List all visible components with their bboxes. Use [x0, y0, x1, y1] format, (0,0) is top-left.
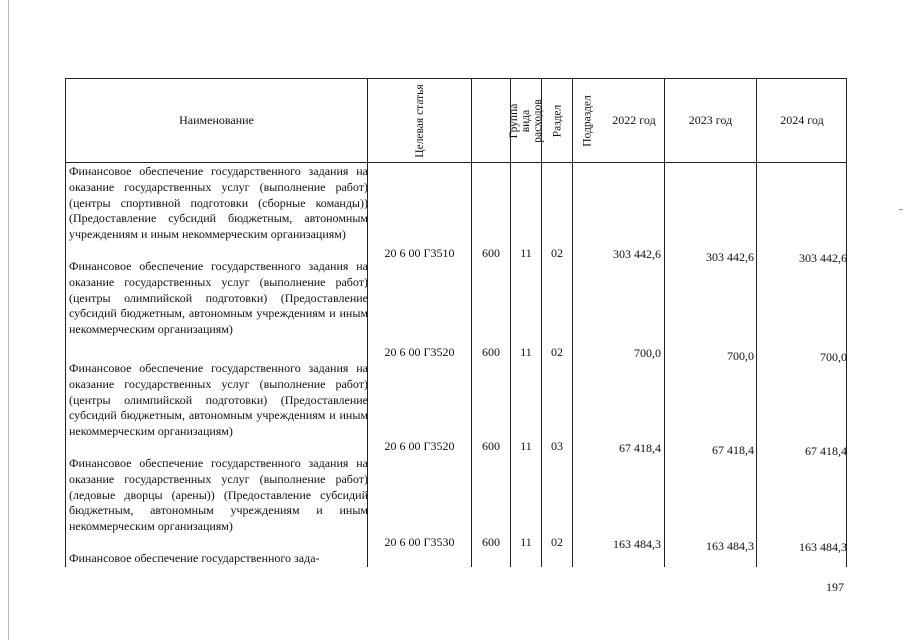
- row-name: Финансовое обеспечение государственного задания на оказание государственных услуг (выполнение работ) (ледовые дворцы (арены)) (Предоставление субсидий бюджетным, автономным учреждениям и иным некоммерческим организациям): [69, 456, 368, 534]
- row-2022: 67 418,4: [619, 441, 661, 455]
- budget-table: [65, 78, 847, 567]
- row-2023: 67 418,4: [712, 443, 754, 457]
- row-name: Финансовое обеспечение государственного задания на оказание государственных услуг (выполнение работ) (центры спортивной подготовки (сборные команды)) (Предоставление субсидий бюджетным, автономным учреждениям и иным некоммерческим организациям): [69, 164, 368, 242]
- header-section-label: Раздел: [551, 104, 563, 137]
- margin-tick: [899, 209, 903, 210]
- row-target: 20 6 00 Г3510: [384, 246, 455, 260]
- col-border: [471, 79, 472, 567]
- row-2024: 700,0: [820, 350, 847, 364]
- row-target: 20 6 00 Г3520: [384, 345, 455, 359]
- header-subsection-label: Подраздел: [582, 94, 594, 147]
- row-2024: 67 418,4: [805, 444, 847, 458]
- row-subsection: 03: [551, 439, 563, 453]
- header-2023: [665, 79, 756, 162]
- header-group-label: Группа вида расходов: [508, 98, 544, 143]
- row-target: 20 6 00 Г3530: [384, 535, 455, 549]
- row-section: 11: [520, 439, 532, 453]
- header-border: [66, 162, 846, 163]
- header-name-label: Наименование: [179, 113, 254, 127]
- header-2023-label: 2023 год: [688, 113, 733, 127]
- row-2022: 303 442,6: [613, 247, 661, 261]
- row-name: Финансовое обеспечение государственного задания на оказание государственных услуг (выполнение работ) (центры олимпийской подготовки) (Предоставление субсидий бюджетным, автономным учреждениям и иным некоммерческим организациям): [69, 361, 368, 439]
- header-group: [508, 79, 544, 162]
- row-2024: 163 484,3: [799, 540, 847, 554]
- header-2022: [604, 79, 664, 162]
- row-subsection: 02: [551, 246, 563, 260]
- header-target-label: Целевая статья: [413, 83, 426, 158]
- row-name: Финансовое обеспечение государственного задания на оказание государственных услуг (выполнение работ) (центры олимпийской подготовки) (Предоставление субсидий бюджетным, автономным учреждениям и иным некоммерческим организациям): [69, 259, 368, 337]
- row-2024: 303 442,6: [799, 251, 847, 265]
- row-2023: 303 442,6: [706, 250, 754, 264]
- header-2024-label: 2024 год: [780, 113, 824, 127]
- row-2023: 700,0: [727, 349, 754, 363]
- row-group: 600: [482, 345, 500, 359]
- header-name: [66, 79, 367, 162]
- row-section: 11: [520, 535, 532, 549]
- row-2023: 163 484,3: [706, 539, 754, 553]
- row-group: 600: [482, 246, 500, 260]
- row-section: 11: [520, 246, 532, 260]
- row-subsection: 02: [551, 535, 563, 549]
- page-number: 197: [826, 580, 844, 594]
- header-2022-label: 2022 год: [612, 113, 656, 127]
- header-target: [368, 79, 471, 162]
- left-margin-line: [8, 0, 9, 640]
- header-section: [542, 79, 572, 162]
- row-subsection: 02: [551, 345, 563, 359]
- row-group: 600: [482, 535, 500, 549]
- row-group: 600: [482, 439, 500, 453]
- row-2022: 700,0: [634, 346, 661, 360]
- row-section: 11: [520, 345, 532, 359]
- header-subsection: [573, 79, 603, 162]
- row-target: 20 6 00 Г3520: [384, 439, 455, 453]
- row-2022: 163 484,3: [613, 537, 661, 551]
- row-name: Финансовое обеспечение государственного зада-: [69, 551, 320, 565]
- header-2024: [757, 79, 847, 162]
